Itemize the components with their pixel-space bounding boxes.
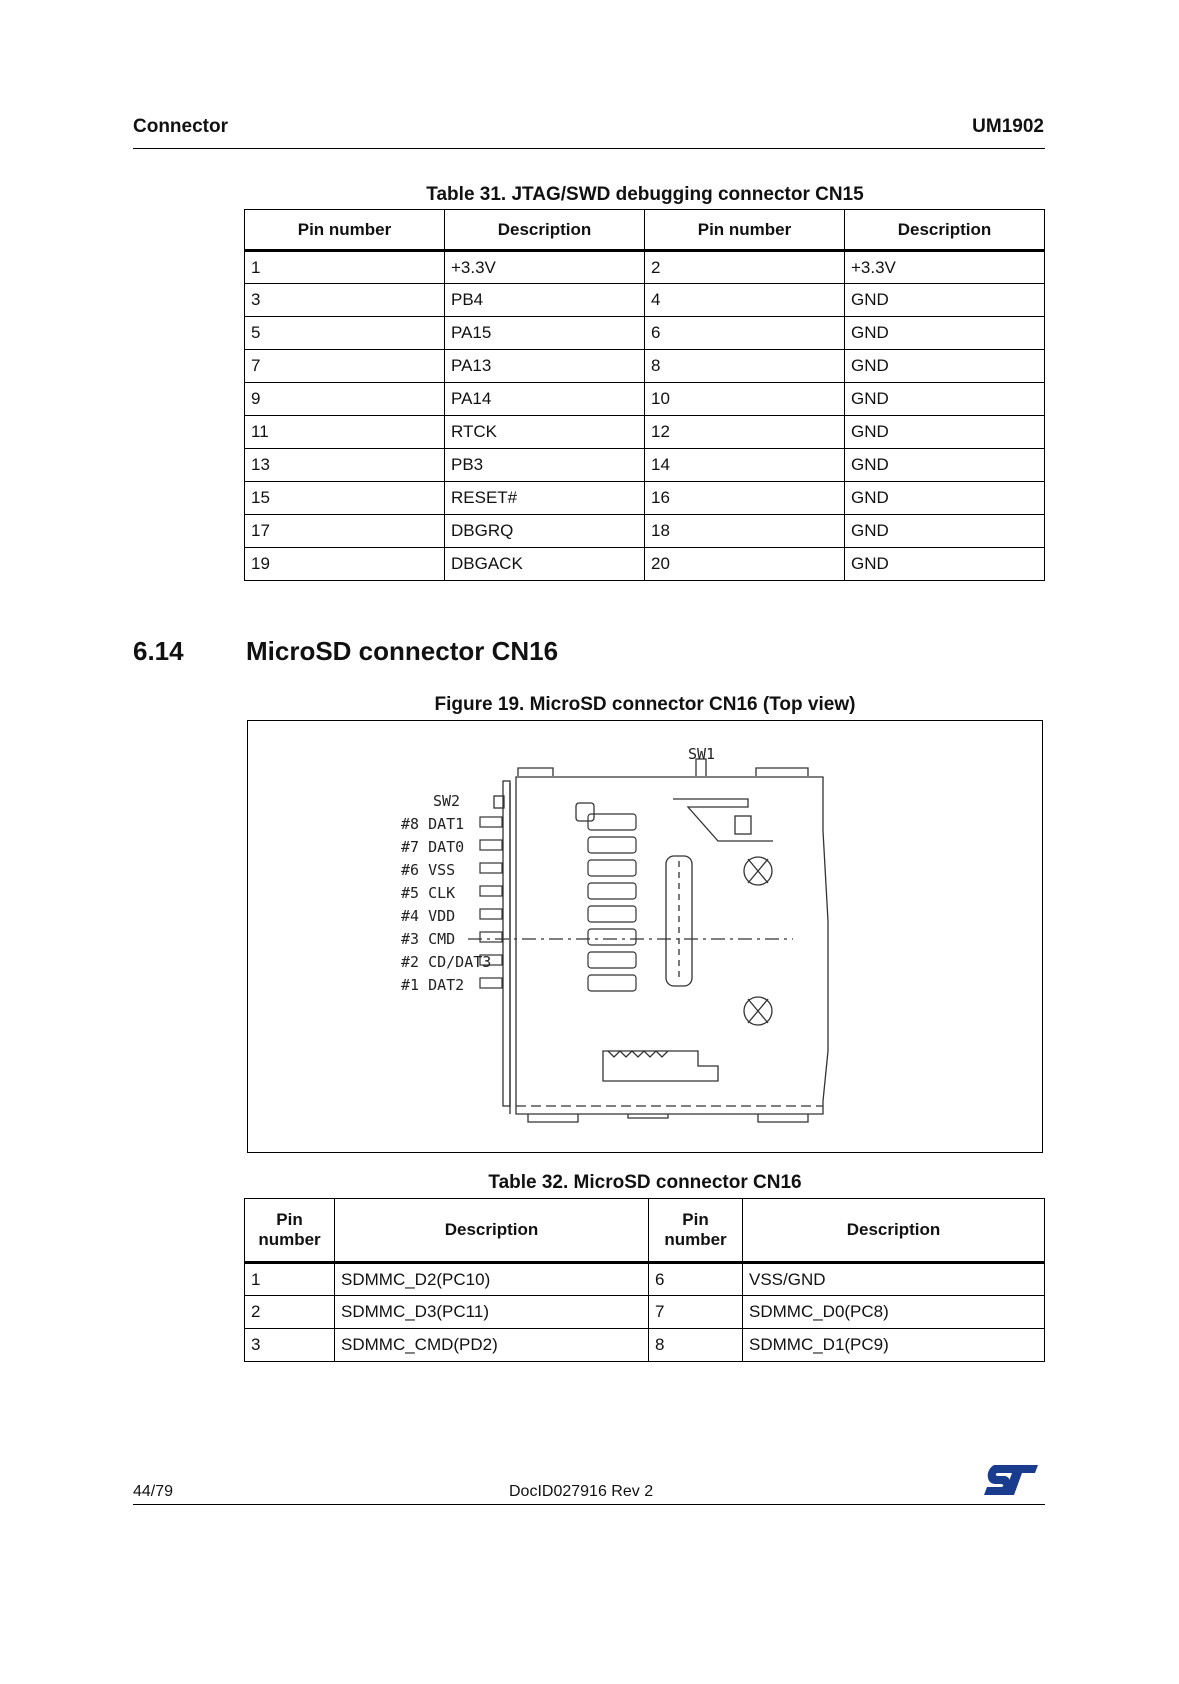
contact-pad	[588, 906, 636, 922]
contact-pad	[588, 929, 636, 945]
table-cell: DBGACK	[445, 548, 645, 581]
table-cell: GND	[845, 449, 1045, 482]
table-cell: 13	[245, 449, 445, 482]
table-cell: VSS/GND	[743, 1263, 1045, 1296]
pin-lead	[480, 840, 502, 850]
pin-lead	[480, 932, 502, 942]
mount-hole-top-cross	[748, 859, 768, 883]
pin-label: #6 VSS	[401, 861, 456, 879]
pin-label: #4 VDD	[401, 907, 456, 925]
contact-pad	[588, 814, 636, 830]
table-cell: 10	[645, 383, 845, 416]
top-tab-right	[756, 768, 808, 776]
table-cell: 20	[645, 548, 845, 581]
table-cell: GND	[845, 350, 1045, 383]
table-cell: RTCK	[445, 416, 645, 449]
pin-lead	[480, 863, 502, 873]
section-number: 6.14	[133, 636, 184, 666]
table-cell: 14	[645, 449, 845, 482]
contact-pad	[588, 975, 636, 991]
table-cell: 5	[245, 317, 445, 350]
table31-header-cell: Pin number	[645, 210, 845, 251]
table-cell: PA14	[445, 383, 645, 416]
table-row	[245, 350, 1045, 383]
table-cell: GND	[845, 548, 1045, 581]
table-cell: 19	[245, 548, 445, 581]
connector-left-edge	[503, 781, 510, 1106]
table-cell: 18	[645, 515, 845, 548]
table-cell: 8	[649, 1329, 743, 1362]
table-cell: RESET#	[445, 482, 645, 515]
mount-hole-bottom-cross	[748, 999, 768, 1023]
table-cell: SDMMC_D1(PC9)	[743, 1329, 1045, 1362]
pin-lead	[480, 886, 502, 896]
table31-header-row	[245, 210, 1045, 251]
table32-header-cell: Description	[335, 1199, 649, 1263]
pin-label: #8 DAT1	[401, 815, 465, 833]
pin-lead	[480, 909, 502, 919]
table-row	[245, 284, 1045, 317]
header-doc-code: UM1902	[972, 116, 1044, 137]
table-cell: 4	[645, 284, 845, 317]
table-row	[245, 317, 1045, 350]
table-cell: +3.3V	[845, 251, 1045, 284]
table32-header-row	[245, 1199, 1045, 1263]
table-cell: GND	[845, 383, 1045, 416]
section-title: MicroSD connector CN16	[246, 636, 559, 666]
contact-pad	[588, 952, 636, 968]
table-cell: PA15	[445, 317, 645, 350]
table32-header-cell: Description	[743, 1199, 1045, 1263]
table-cell: GND	[845, 317, 1045, 350]
table-row	[245, 1329, 1045, 1362]
sw2-label: SW2	[433, 792, 461, 810]
table-cell: 2	[645, 251, 845, 284]
table-cell: 7	[649, 1296, 743, 1329]
table-row	[245, 449, 1045, 482]
pin-lead	[480, 978, 502, 988]
table-cell: +3.3V	[445, 251, 645, 284]
table-cell: SDMMC_D2(PC10)	[335, 1263, 649, 1296]
table-row	[245, 383, 1045, 416]
table32	[244, 1198, 1045, 1362]
table-row	[245, 416, 1045, 449]
pin-label: #5 CLK	[401, 884, 456, 902]
table-cell: 6	[649, 1263, 743, 1296]
table-cell: 15	[245, 482, 445, 515]
footer-rule	[133, 1504, 1045, 1505]
contact-pad	[588, 860, 636, 876]
table-cell: 17	[245, 515, 445, 548]
table-cell: SDMMC_CMD(PD2)	[335, 1329, 649, 1362]
table-cell: 9	[245, 383, 445, 416]
table32-header-cell: Pin number	[649, 1199, 743, 1263]
corner-marker	[576, 803, 594, 821]
sw1-label: SW1	[688, 745, 716, 763]
footer-doc-id: DocID027916 Rev 2	[509, 1483, 654, 1500]
table-cell: 16	[645, 482, 845, 515]
table-cell: PA13	[445, 350, 645, 383]
table-row	[245, 251, 1045, 284]
switch-block	[735, 816, 751, 834]
top-tab-left	[518, 768, 553, 776]
table-cell: 3	[245, 284, 445, 317]
figure19-caption: Figure 19. MicroSD connector CN16 (Top view)	[434, 694, 856, 715]
table-cell: GND	[845, 416, 1045, 449]
pin-lead	[480, 817, 502, 827]
table-cell: GND	[845, 482, 1045, 515]
table-cell: PB3	[445, 449, 645, 482]
table-row	[245, 1263, 1045, 1296]
figure19-frame	[247, 720, 1043, 1153]
table-cell: 11	[245, 416, 445, 449]
header-rule	[133, 148, 1045, 149]
bottom-tab-right	[758, 1114, 808, 1122]
table-cell: GND	[845, 284, 1045, 317]
st-logo-shape	[984, 1465, 1038, 1495]
table-cell: 7	[245, 350, 445, 383]
contact-pad	[588, 837, 636, 853]
table31-header-cell: Pin number	[245, 210, 445, 251]
table31	[244, 209, 1045, 581]
table-cell: 6	[645, 317, 845, 350]
table-cell: PB4	[445, 284, 645, 317]
connector-body	[516, 777, 828, 1114]
table-cell: DBGRQ	[445, 515, 645, 548]
table31-caption: Table 31. JTAG/SWD debugging connector CN15	[426, 184, 864, 205]
table-row	[245, 548, 1045, 581]
table-cell: GND	[845, 515, 1045, 548]
table-row	[245, 482, 1045, 515]
table-cell: SDMMC_D0(PC8)	[743, 1296, 1045, 1329]
table32-header-cell: Pin number	[245, 1199, 335, 1263]
pin-label: #1 DAT2	[401, 976, 465, 994]
table-cell: 3	[245, 1329, 335, 1362]
contact-pad	[588, 883, 636, 899]
header-section-name: Connector	[133, 116, 228, 137]
table-row	[245, 515, 1045, 548]
table-cell: 8	[645, 350, 845, 383]
pin-label: #2 CD/DAT3	[401, 953, 492, 971]
pin-label: #3 CMD	[401, 930, 456, 948]
table-cell: 12	[645, 416, 845, 449]
latch-teeth	[608, 1051, 668, 1057]
table32-caption: Table 32. MicroSD connector CN16	[488, 1172, 802, 1193]
st-logo-icon	[982, 1462, 1040, 1498]
microsd-connector-drawing	[248, 721, 1042, 1152]
table-cell: 1	[245, 251, 445, 284]
table-cell: 2	[245, 1296, 335, 1329]
table31-header-cell: Description	[445, 210, 645, 251]
bottom-tab-left	[528, 1114, 578, 1122]
pin-label: #7 DAT0	[401, 838, 465, 856]
table-row	[245, 1296, 1045, 1329]
table31-header-cell: Description	[845, 210, 1045, 251]
table-cell: 1	[245, 1263, 335, 1296]
switch-lever	[673, 799, 773, 841]
table-cell: SDMMC_D3(PC11)	[335, 1296, 649, 1329]
footer-page-number: 44/79	[133, 1483, 174, 1500]
